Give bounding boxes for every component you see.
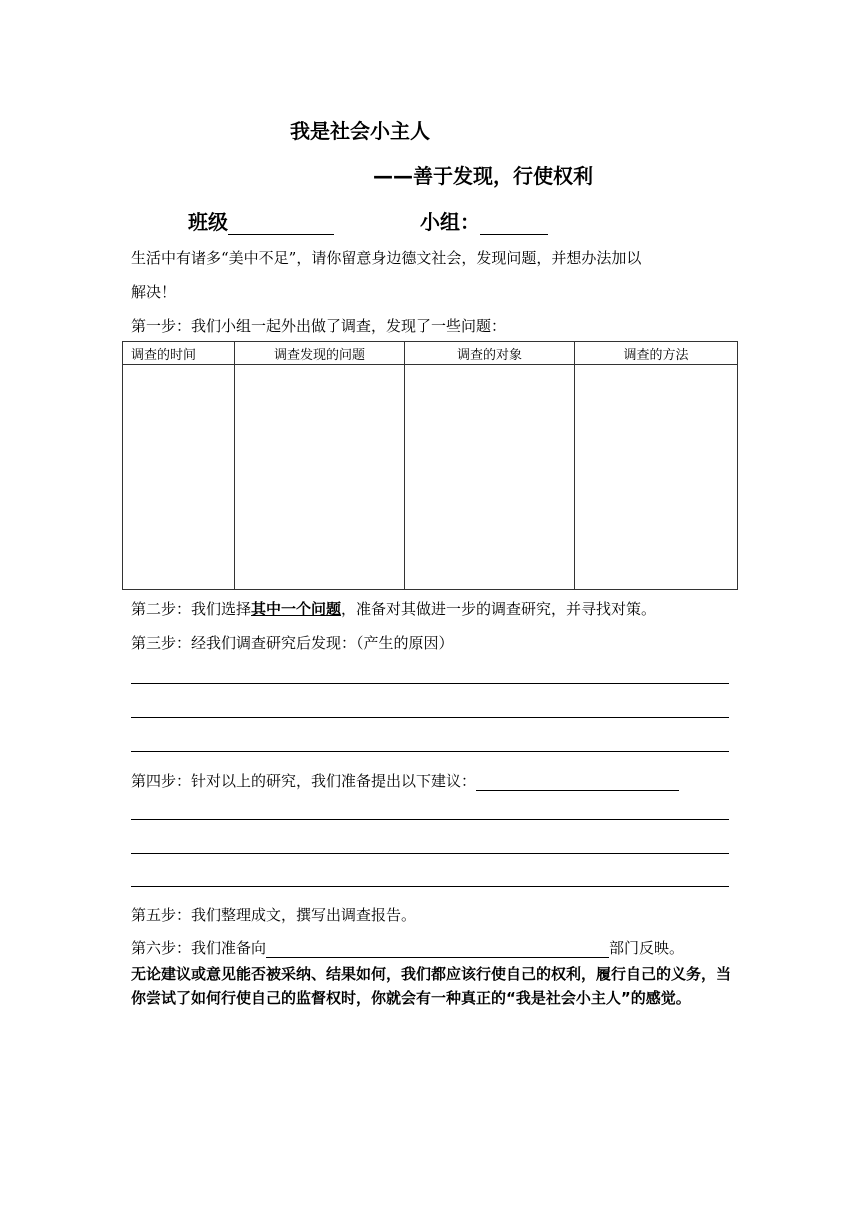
step-2 <box>131 598 656 619</box>
step-6-prefix: 第六步：我们准备向 <box>131 939 267 957</box>
step-4-input[interactable] <box>476 774 679 791</box>
group-field <box>420 206 548 235</box>
step-6 <box>131 937 684 958</box>
page-title: 我是社会小主人 <box>290 119 430 143</box>
cell-target[interactable] <box>405 365 575 590</box>
answer-line-6[interactable] <box>131 886 729 887</box>
group-input[interactable] <box>480 214 548 235</box>
department-input[interactable] <box>266 941 609 958</box>
survey-table <box>122 341 738 590</box>
step-2-emphasis: 其中一个问题 <box>251 600 342 618</box>
answer-line-5[interactable] <box>131 853 729 854</box>
table-row <box>123 365 738 590</box>
header-target: 调查的对象 <box>405 342 575 365</box>
answer-line-1[interactable] <box>131 683 729 684</box>
group-label: 小组： <box>420 210 480 234</box>
step-2-suffix: ，准备对其做进一步的调查研究，并寻找对策。 <box>341 600 657 618</box>
step-4-label: 第四步：针对以上的研究，我们准备提出以下建议： <box>131 772 477 790</box>
conclusion-paragraph: 无论建议或意见能否被采纳、结果如何，我们都应该行使自己的权利，履行自己的义务，当你尝试了如何行使自己的监督权时，你就会有一种真正的“我是社会小主人”的感觉。 <box>131 965 732 1007</box>
class-label: 班级 <box>188 210 228 234</box>
step-2-prefix: 第二步：我们选择 <box>131 600 252 618</box>
answer-line-4[interactable] <box>131 819 729 820</box>
header-problem: 调查发现的问题 <box>235 342 405 365</box>
intro-line-2: 解决！ <box>131 283 177 301</box>
step-6-suffix: 部门反映。 <box>609 939 685 957</box>
cell-method[interactable] <box>575 365 738 590</box>
step-1: 第一步：我们小组一起外出做了调查，发现了一些问题： <box>131 317 507 335</box>
step-5: 第五步：我们整理成文，撰写出调查报告。 <box>131 906 417 924</box>
page-subtitle: ——善于发现，行使权利 <box>373 164 593 188</box>
class-field <box>188 206 334 235</box>
table-header-row <box>123 342 738 365</box>
step-4 <box>131 770 679 791</box>
cell-problem[interactable] <box>235 365 405 590</box>
step-3: 第三步：经我们调查研究后发现：（产生的原因） <box>131 634 454 652</box>
cell-time[interactable] <box>123 365 235 590</box>
header-time: 调查的时间 <box>123 342 235 365</box>
header-method: 调查的方法 <box>575 342 738 365</box>
intro-line-1: 生活中有诸多“美中不足”，请你留意身边德文社会，发现问题，并想办法加以 <box>131 249 642 267</box>
answer-line-2[interactable] <box>131 717 729 718</box>
answer-line-3[interactable] <box>131 751 729 752</box>
class-input[interactable] <box>228 214 334 235</box>
